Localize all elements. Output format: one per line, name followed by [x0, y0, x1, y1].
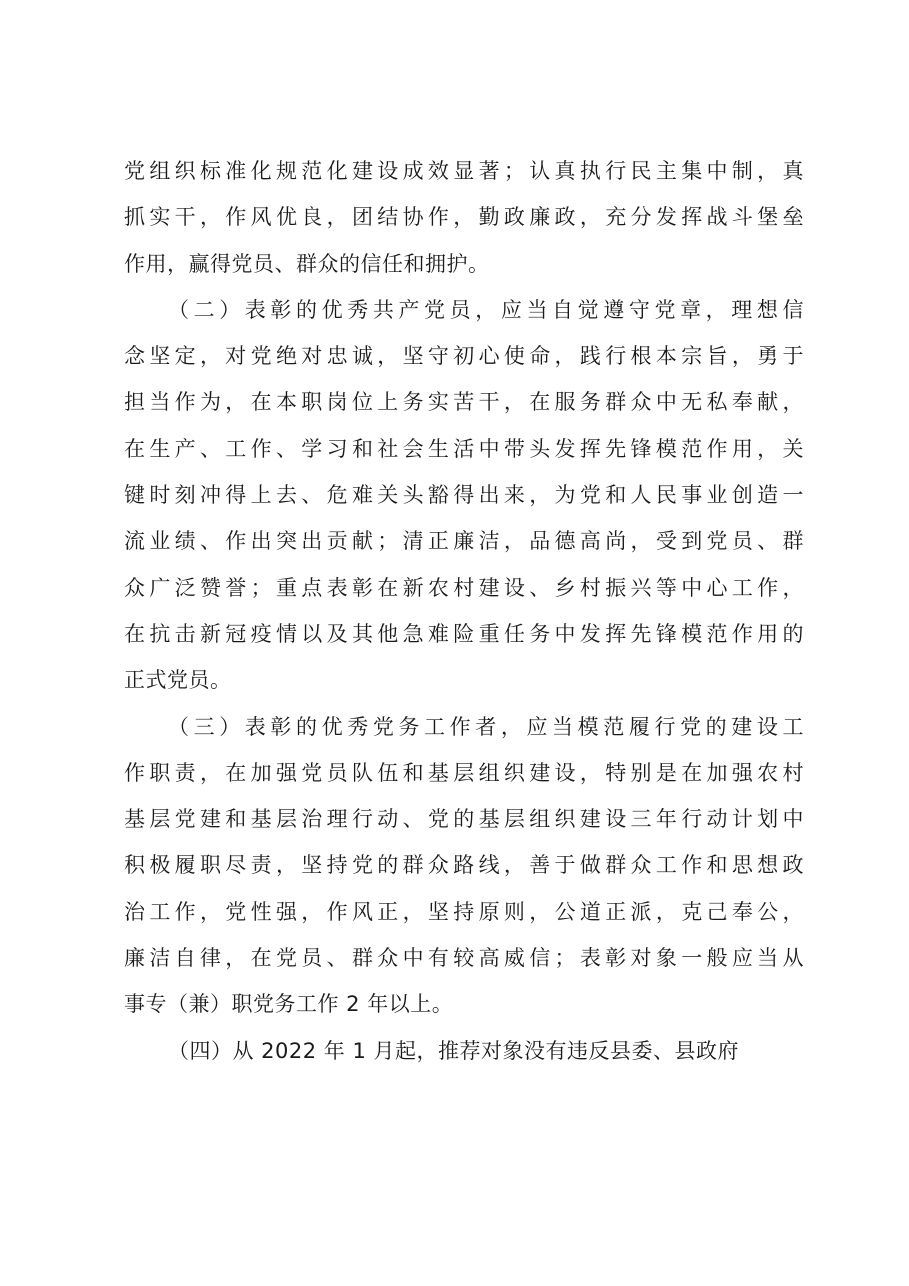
text-line: 流业绩、作出突出贡献；清正廉洁，品德高尚，受到党员、群: [124, 529, 804, 554]
paragraph-eligibility-period: [124, 1028, 804, 1074]
text-line: 治工作，党性强，作风正，坚持原则，公道正派，克己奉公，: [124, 899, 804, 924]
text-line: （二）表彰的优秀共产党员，应当自觉遵守党章，理想信: [168, 297, 804, 322]
text-line: 念坚定，对党绝对忠诚，坚守初心使命，践行根本宗旨，勇于: [124, 344, 804, 369]
text-line: 众广泛赞誉；重点表彰在新农村建设、乡村振兴等中心工作，: [124, 575, 804, 600]
text-line: 积极履职尽责，坚持党的群众路线，善于做群众工作和思想政: [124, 853, 804, 878]
text-line: 事专（兼）职党务工作 2 年以上。: [124, 992, 454, 1017]
text-line: 党组织标准化规范化建设成效显著；认真执行民主集中制，真: [124, 159, 804, 183]
text-line: 廉洁自律，在党员、群众中有较高威信；表彰对象一般应当从: [124, 946, 804, 971]
text-line: 担当作为，在本职岗位上务实苦干，在服务群众中无私奉献，: [124, 390, 804, 415]
text-line: 作职责，在加强党员队伍和基层组织建设，特别是在加强农村: [124, 760, 804, 785]
text-line: （四）从 2022 年 1 月起，推荐对象没有违反县委、县政府: [168, 1038, 740, 1063]
paragraph-outstanding-party-worker: [124, 704, 804, 1028]
text-line: 正式党员。: [124, 668, 232, 693]
document-body: [124, 148, 804, 1074]
text-line: 作用，赢得党员、群众的信任和拥护。: [124, 251, 490, 276]
paragraph-party-organization-criteria: [124, 148, 804, 287]
text-line: （三）表彰的优秀党务工作者，应当模范履行党的建设工: [168, 714, 804, 739]
text-line: 在生产、工作、学习和社会生活中带头发挥先锋模范作用，关: [124, 436, 804, 461]
text-line: 抓实干，作风优良，团结协作，勤政廉政，充分发挥战斗堡垒: [124, 205, 804, 230]
text-line: 基层党建和基层治理行动、党的基层组织建设三年行动计划中: [124, 807, 804, 832]
text-line: 键时刻冲得上去、危难关头豁得出来，为党和人民事业创造一: [124, 483, 804, 508]
text-line: 在抗击新冠疫情以及其他急难险重任务中发挥先锋模范作用的: [124, 621, 804, 646]
paragraph-outstanding-party-member: [124, 287, 804, 704]
